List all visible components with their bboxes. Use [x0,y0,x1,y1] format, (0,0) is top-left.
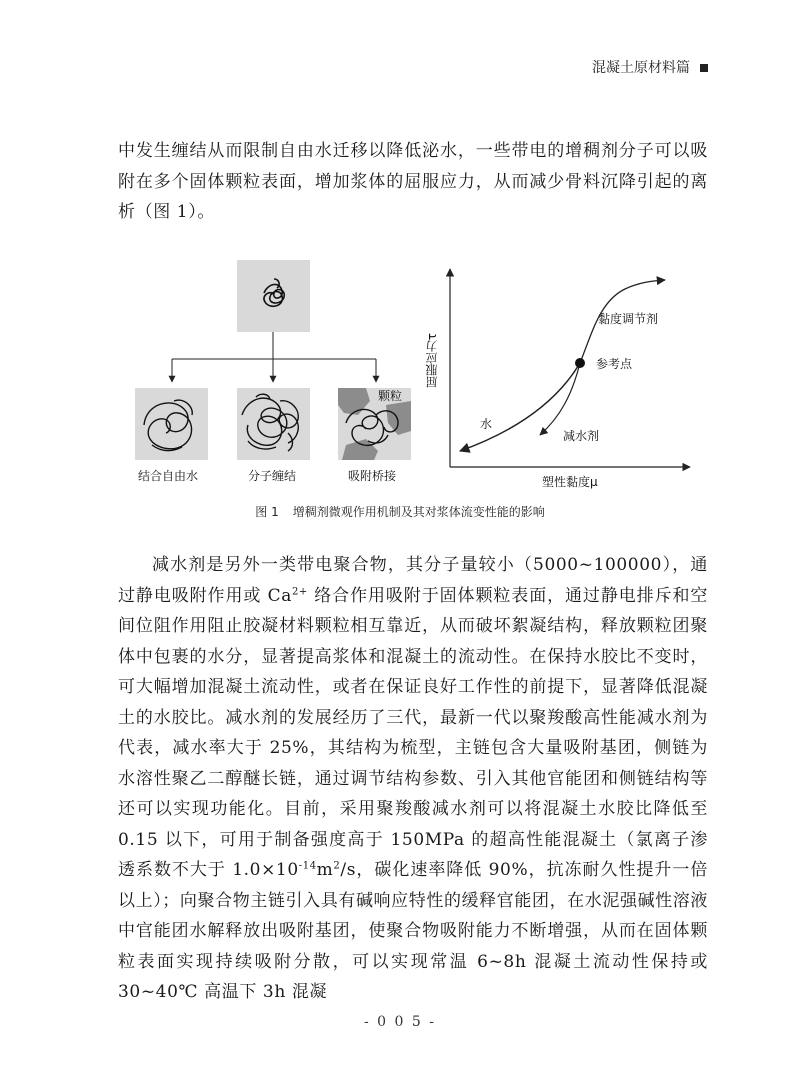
figure-1 [130,255,700,490]
square-sup: 2 [333,860,341,872]
page-number: - 0 0 5 - [364,1014,436,1030]
coil-box-entangle [237,388,310,460]
paragraph-2 [118,550,708,1008]
paragraph-2-part-2: 络合作用吸附于固体颗粒表面，通过静电排斥和空间位阻作用阻止胶凝材料颗粒相互靠近，从而破坏絮凝结构，释放颗粒团聚体中包裹的水分，显著提高浆体和混凝土的流动性。在保持水胶比不变时，可大幅增加混凝土流动性，或者在保证良好工作性的前提下，显著降低混凝土的水胶比。减水剂的发展经历了三代，最新一代以聚羧酸高性能减水剂为代表，减水率大于 25%，其结构为梳型，主链包含大量吸附基团，侧链为水溶性聚乙二醇醚长链，通过调节结构参数、引入其他官能团和侧链结构等还可以实现功能化。目前，采用聚羧酸减水剂可以将混凝土水胶比降低至 0.15 以下，可用于制备强度高于 150MPa 的超高性能混凝土（氯离子渗透系数不大于 1.0×10 [118,585,708,880]
label-viscosity-modifier: 黏度调节剂 [598,312,659,326]
paragraph-2-part-3: m [316,860,334,880]
water-curve [460,363,580,451]
label-bind-water: 结合自由水 [138,469,199,483]
x-axis-label: 塑性黏度μ [542,475,598,489]
figure-1-drawing [130,255,700,490]
label-particle: 颗粒 [378,389,403,403]
label-entangle: 分子缠结 [248,469,297,483]
label-water-reducer: 减水剂 [563,429,600,443]
paragraph-1: 中发生缠结从而限制自由水迁移以降低泌水，一些带电的增稠剂分子可以吸附在多个固体颗粒表面，增加浆体的屈服应力，从而减少骨料沉降引起的离析（图 1）。 [118,141,708,222]
header-marker [700,64,708,72]
label-reference-point: 参考点 [596,357,633,371]
exponent-sup: -14 [298,860,317,872]
caption-number: 图 1 [255,505,279,519]
y-axis-label: 屈服应力τ [425,333,439,389]
water-reducer-curve [540,363,580,435]
label-water: 水 [480,417,493,431]
caption-text: 增稠剂微观作用机制及其对浆体流变性能的影响 [292,505,545,519]
ca-charge-sup: 2+ [291,585,308,597]
reference-point-marker [575,358,585,368]
header-title: 混凝土原材料篇 [592,60,690,76]
figure-caption [0,503,800,520]
paragraph-2-part-4: /s，碳化速率降低 90%，抗冻耐久性提升一倍以上）；向聚合物主链引入具有碱响应特性的缓释官能团，在水泥强碱性溶液中官能团水解释放出吸附基团，使聚合物吸附能力不断增强，从而在固体颗粒表面实现持续吸附分散，可以实现常温 6~8h 混凝土流动性保持或 30~40℃ 高温下 3h 混凝 [118,860,708,1002]
label-bridge: 吸附桥接 [348,469,397,483]
paragraph-2-part-1: 减水剂是另外一类带电聚合物，其分子量较小（5000~100000），通过静电吸附作用或 Ca [118,555,708,606]
